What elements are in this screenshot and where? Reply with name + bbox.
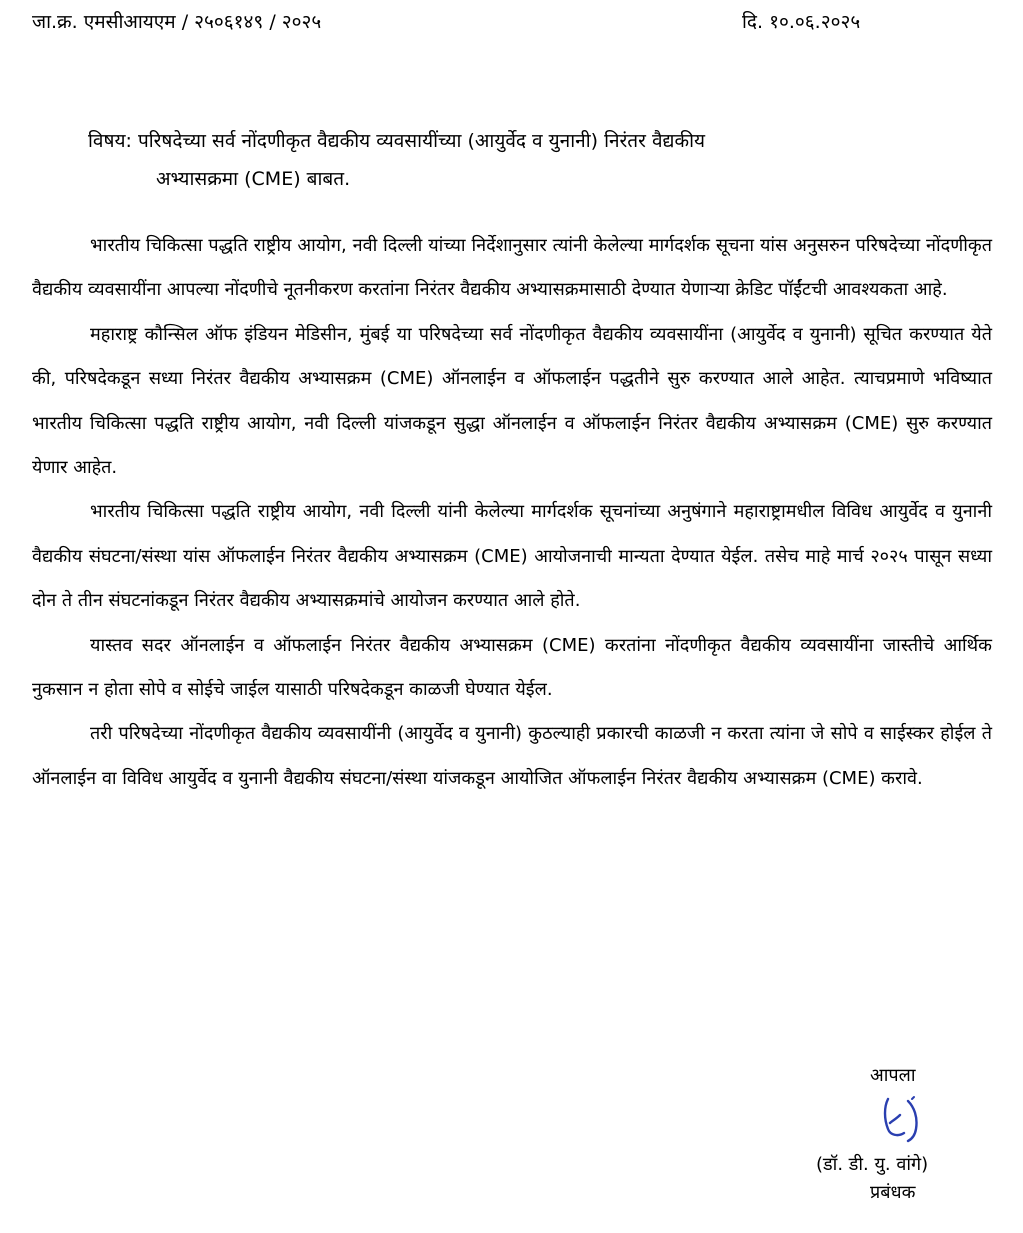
paragraph-1: भारतीय चिकित्सा पद्धति राष्ट्रीय आयोग, नवी दिल्ली यांच्या निर्देशानुसार त्यांनी केलेल्या मार्गदर्शक सूचना यांस अनुसरुन परिषदेच्या नोंदणीकृत वैद्यकीय व्यवसायींना आपल्या नोंदणीचे नूतनीकरण करतांना निरंतर वैद्यकीय अभ्यासक्रमासाठी देण्यात येणाऱ्या क्रेडिट पॉईंटची आवश्यकता आहे. — [32, 235, 992, 301]
letter-body — [32, 224, 992, 801]
handwritten-signature — [878, 1093, 928, 1147]
paragraph-4: यास्तव सदर ऑनलाईन व ऑफलाईन निरंतर वैद्यकीय अभ्यासक्रम (CME) करतांना नोंदणीकृत वैद्यकीय व्यवसायींना जास्तीचे आर्थिक नुकसान न होता सोपे व सोईचे जाईल यासाठी परिषदेकडून काळजी घेण्यात येईल. — [32, 634, 992, 701]
signatory-title: प्रबंधक — [870, 1182, 916, 1203]
signatory-name: (डॉ. डी. यु. वांगे) — [816, 1154, 929, 1175]
subject-line-1: परिषदेच्या सर्व नोंदणीकृत वैद्यकीय व्यवसायींच्या (आयुर्वेद व युनानी) निरंतर वैद्यकीय — [137, 130, 706, 152]
paragraph-3: भारतीय चिकित्सा पद्धति राष्ट्रीय आयोग, नवी दिल्ली यांनी केलेल्या मार्गदर्शक सूचनांच्या अनुषंगाने महाराष्ट्रामधील विविध आयुर्वेद व युनानी वैद्यकीय संघटना/संस्था यांस ऑफलाईन निरंतर वैद्यकीय अभ्यासक्रम (CME) आयोजनाची मान्यता देण्यात येईल. तसेच माहे मार्च २०२५ पासून सध्या दोन ते तीन संघटनांकडून निरंतर वैद्यकीय अभ्यासक्रमांचे आयोजन करण्यात आले होते. — [32, 501, 992, 612]
paragraph-5: तरी परिषदेच्या नोंदणीकृत वैद्यकीय व्यवसायींनी (आयुर्वेद व युनानी) कुठल्याही प्रकारची काळजी न करता त्यांना जे सोपे व साईस्कर होईल ते ऑनलाईन वा विविध आयुर्वेद व युनानी वैद्यकीय संघटना/संस्था यांजकडून आयोजित ऑफलाईन निरंतर वैद्यकीय अभ्यासक्रम (CME) करावे. — [32, 723, 992, 789]
closing-salutation: आपला — [870, 1065, 916, 1086]
reference-number: जा.क्र. एमसीआयएम / २५०६१४९ / २०२५ — [32, 11, 322, 33]
subject-label: विषय: — [88, 130, 132, 152]
letter-date: दि. १०.०६.२०२५ — [742, 11, 861, 33]
paragraph-2: महाराष्ट्र कौन्सिल ऑफ इंडियन मेडिसीन, मुंबई या परिषदेच्या सर्व नोंदणीकृत वैद्यकीय व्यवसायींना (आयुर्वेद व युनानी) सूचित करण्यात येते की, परिषदेकडून सध्या निरंतर वैद्यकीय अभ्यासक्रम (CME) ऑनलाईन व ऑफलाईन पद्धतीने सुरु करण्यात आले आहेत. त्याचप्रमाणे भविष्यात भारतीय चिकित्सा पद्धति राष्ट्रीय आयोग, नवी दिल्ली यांजकडून सुद्धा ऑनलाईन व ऑफलाईन निरंतर वैद्यकीय अभ्यासक्रम (CME) सुरु करण्यात येणार आहेत. — [32, 323, 992, 479]
subject-line-2: अभ्यासक्रमा (CME) बाबत. — [156, 168, 351, 190]
subject-block — [88, 122, 938, 198]
